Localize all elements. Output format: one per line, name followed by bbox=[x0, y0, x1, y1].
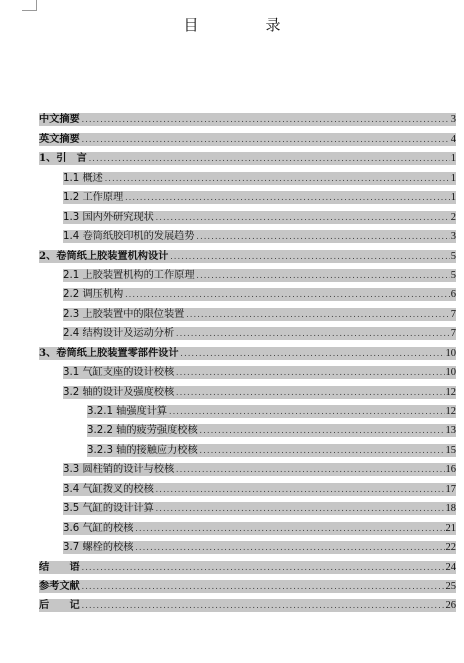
toc-entry-page: 5 bbox=[450, 250, 456, 262]
toc-entry-page: 22 bbox=[445, 542, 456, 554]
toc-entry-page: 26 bbox=[445, 600, 456, 612]
toc-entry-field bbox=[63, 191, 456, 204]
toc-dot-leader bbox=[134, 524, 444, 535]
toc-entry[interactable] bbox=[39, 535, 456, 554]
toc-entry-field bbox=[63, 327, 456, 340]
toc-entry-label: 参考文献 bbox=[39, 579, 80, 592]
toc-entry[interactable] bbox=[39, 107, 456, 126]
toc-entry-field bbox=[87, 424, 456, 437]
toc-entry-label: 2.2 调压机构 bbox=[63, 289, 124, 301]
toc-entry-page: 3 bbox=[450, 231, 456, 243]
toc-entry-field bbox=[63, 288, 456, 301]
toc-dot-leader bbox=[155, 504, 445, 515]
toc-entry[interactable] bbox=[39, 437, 456, 456]
toc-entry-field bbox=[63, 386, 456, 399]
toc-entry-field bbox=[63, 463, 456, 476]
toc-entry-page: 15 bbox=[445, 444, 456, 456]
toc-dot-leader bbox=[180, 349, 445, 360]
toc-entry-page: 21 bbox=[445, 522, 456, 534]
toc-dot-leader bbox=[175, 329, 450, 340]
toc-entry-field bbox=[39, 580, 456, 593]
toc-entry[interactable] bbox=[39, 146, 456, 165]
toc-entry[interactable] bbox=[39, 574, 456, 593]
toc-dot-leader bbox=[175, 465, 444, 476]
toc-dot-leader bbox=[175, 388, 444, 399]
toc-dot-leader bbox=[155, 485, 445, 496]
toc-entry-field bbox=[63, 211, 456, 224]
toc-entry-field bbox=[87, 405, 456, 418]
toc-entry-field bbox=[39, 152, 456, 165]
toc-entry-field bbox=[63, 172, 456, 185]
toc-dot-leader bbox=[199, 446, 445, 457]
toc-entry-page: 24 bbox=[445, 561, 456, 573]
toc-entry-label: 中文摘要 bbox=[39, 113, 80, 126]
toc-entry[interactable] bbox=[39, 418, 456, 437]
toc-entry-field bbox=[39, 347, 456, 360]
toc-dot-leader bbox=[81, 582, 445, 593]
toc-entry-label: 1.2 工作原理 bbox=[63, 192, 124, 204]
toc-dot-leader bbox=[169, 252, 449, 263]
toc-entry-page: 25 bbox=[445, 580, 456, 592]
toc-entry-label: 3.2.3 轴的接触应力校核 bbox=[87, 444, 198, 456]
toc-entry-page: 18 bbox=[445, 503, 456, 515]
toc-entry-page: 1 bbox=[450, 153, 456, 165]
toc-entry-label: 1.3 国内外研究现状 bbox=[63, 211, 154, 223]
toc-dot-leader bbox=[81, 135, 450, 146]
toc-entry-field bbox=[39, 250, 456, 263]
toc-entry[interactable] bbox=[39, 515, 456, 534]
toc-dot-leader bbox=[155, 213, 450, 224]
toc-entry-field bbox=[39, 113, 456, 126]
toc-dot-leader bbox=[175, 368, 444, 379]
toc-entry-page: 17 bbox=[445, 483, 456, 495]
toc-entry[interactable] bbox=[39, 379, 456, 398]
toc-entry[interactable] bbox=[39, 593, 456, 612]
toc-entry-field bbox=[63, 541, 456, 554]
toc-dot-leader bbox=[134, 543, 444, 554]
toc-entry-field bbox=[63, 308, 456, 321]
toc-entry-page: 10 bbox=[445, 367, 456, 379]
toc-entry[interactable] bbox=[39, 204, 456, 223]
toc-entry-label: 1.4 卷筒纸胶印机的发展趋势 bbox=[63, 231, 195, 243]
toc-entry-label: 3.6 气缸的校核 bbox=[63, 522, 134, 534]
toc-dot-leader bbox=[104, 174, 450, 185]
toc-entry-page: 4 bbox=[450, 133, 456, 145]
toc-entry-label: 英文摘要 bbox=[39, 132, 80, 145]
toc-entry-label: 1.1 概述 bbox=[63, 172, 103, 184]
toc-entry-page: 1 bbox=[450, 192, 456, 204]
toc-entry-field bbox=[63, 502, 456, 515]
toc-dot-leader bbox=[81, 563, 445, 574]
toc-dot-leader bbox=[196, 271, 450, 282]
toc-entry-field bbox=[39, 599, 456, 612]
toc-entry[interactable] bbox=[39, 282, 456, 301]
toc-entry[interactable] bbox=[39, 360, 456, 379]
toc-entry-label: 2.3 上胶装置中的限位装置 bbox=[63, 308, 185, 320]
toc-dot-leader bbox=[124, 290, 450, 301]
toc-entry-field bbox=[63, 366, 456, 379]
toc-entry[interactable] bbox=[39, 301, 456, 320]
toc-entry[interactable] bbox=[39, 457, 456, 476]
toc-dot-leader bbox=[168, 407, 444, 418]
toc-entry[interactable] bbox=[39, 224, 456, 243]
toc-entry-page: 7 bbox=[450, 308, 456, 320]
toc-entry[interactable] bbox=[39, 126, 456, 145]
toc-entry[interactable] bbox=[39, 185, 456, 204]
toc-entry-label: 3.1 气缸支座的设计校核 bbox=[63, 367, 175, 379]
toc-entry[interactable] bbox=[39, 321, 456, 340]
toc-entry-field bbox=[63, 269, 456, 282]
toc-entry-field bbox=[63, 522, 456, 535]
toc-entry-field bbox=[39, 561, 456, 574]
toc-entry[interactable] bbox=[39, 243, 456, 262]
toc-entry-label: 3.7 螺栓的校核 bbox=[63, 542, 134, 554]
toc-entry-page: 2 bbox=[450, 211, 456, 223]
toc-entry[interactable] bbox=[39, 554, 456, 573]
toc-entry-field bbox=[39, 133, 456, 146]
toc-entry-page: 1 bbox=[450, 172, 456, 184]
toc-title: 目 录 bbox=[183, 16, 307, 34]
toc-dot-leader bbox=[124, 193, 450, 204]
toc-entry-label: 3.3 圆柱销的设计与校核 bbox=[63, 464, 175, 476]
toc-entry-page: 12 bbox=[445, 406, 456, 417]
toc-entry-label: 2.1 上胶装置机构的工作原理 bbox=[63, 269, 195, 281]
toc-entry-label: 3.5 气缸的设计计算 bbox=[63, 503, 154, 515]
toc-entry-label: 2、卷筒纸上胶装置机构设计 bbox=[39, 249, 169, 262]
toc-dot-leader bbox=[196, 232, 450, 243]
toc-entry-page: 12 bbox=[445, 386, 456, 398]
toc-entry-page: 3 bbox=[450, 114, 456, 126]
toc-entry[interactable] bbox=[39, 263, 456, 282]
toc-entry-page: 16 bbox=[445, 464, 456, 476]
toc-entry-page: 13 bbox=[445, 425, 456, 437]
toc-entry-page: 5 bbox=[450, 269, 456, 281]
toc-entry-label: 3.2.1 轴强度计算 bbox=[87, 406, 168, 417]
toc-entry-label: 结 语 bbox=[39, 560, 80, 573]
toc-dot-leader bbox=[88, 154, 450, 165]
toc-entry[interactable] bbox=[39, 496, 456, 515]
toc-entry-label: 1、引 言 bbox=[39, 152, 87, 165]
toc-dot-leader bbox=[81, 115, 450, 126]
toc-dot-leader bbox=[199, 426, 445, 437]
toc-entry-page: 6 bbox=[450, 289, 456, 301]
toc-entry-field bbox=[63, 483, 456, 496]
toc-entry-label: 3.2 轴的设计及强度校核 bbox=[63, 386, 175, 398]
toc-entry-page: 10 bbox=[445, 347, 456, 359]
toc-entry-page: 7 bbox=[450, 328, 456, 340]
table-of-contents bbox=[39, 107, 456, 612]
toc-entry[interactable] bbox=[39, 340, 456, 359]
toc-entry-label: 3.2.2 轴的疲劳强度校核 bbox=[87, 425, 198, 437]
toc-entry[interactable] bbox=[39, 476, 456, 495]
toc-entry[interactable] bbox=[39, 399, 456, 418]
toc-entry[interactable] bbox=[39, 165, 456, 184]
toc-entry-label: 后 记 bbox=[39, 599, 80, 612]
toc-entry-label: 3、卷筒纸上胶装置零部件设计 bbox=[39, 346, 179, 359]
toc-entry-field bbox=[63, 230, 456, 243]
toc-entry-label: 2.4 结构设计及运动分析 bbox=[63, 328, 175, 340]
toc-entry-field bbox=[87, 444, 456, 457]
page-corner-mark bbox=[22, 0, 37, 11]
toc-dot-leader bbox=[185, 310, 449, 321]
toc-entry-label: 3.4 气缸拨叉的校核 bbox=[63, 483, 154, 495]
toc-dot-leader bbox=[81, 601, 445, 612]
